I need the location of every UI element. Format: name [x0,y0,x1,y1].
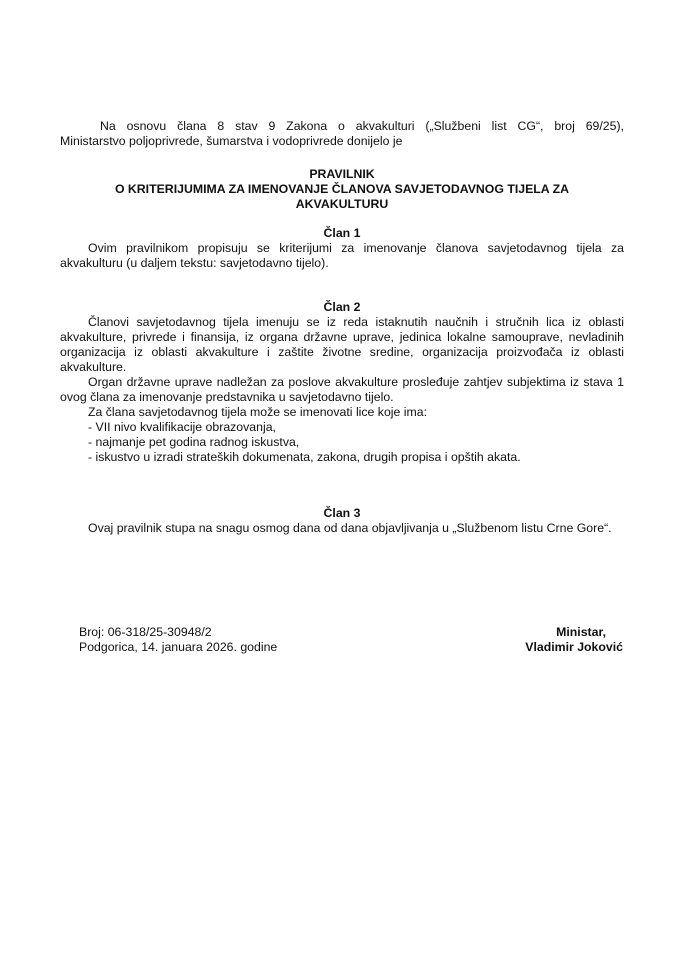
article-3-heading: Član 3 [323,506,361,520]
list-item: - najmanje pet godina radnog iskustva, [88,435,300,449]
title-line-2: O KRITERIJUMIMA ZA IMENOVANJE ČLANOVA SAVJETODAVNOG TIJELA ZA [114,182,570,196]
qualification-list [60,420,624,465]
article-3-paragraph-1: Ovaj pravilnik stupa na snagu osmog dana od dana objavljivanja u „Službenom listu Crne Gore“. [88,521,612,535]
document-number: Broj: 06-318/25-30948/2 [79,625,212,639]
list-item: - iskustvo u izradi strateških dokumenata, zakona, drugih propisa i opštih akata. [88,450,521,464]
title-line-1: PRAVILNIK [309,167,375,181]
place-and-date: Podgorica, 14. januara 2026. godine [79,640,278,654]
preamble [60,119,624,149]
title-line-3: AKVAKULTURU [295,197,389,211]
signatory-name: Vladimir Joković [525,640,623,654]
document-reference [79,625,379,655]
preamble-line-2: Ministarstvo poljoprivrede, šumarstva i vodoprivrede donijelo je [60,134,403,148]
preamble-line-1: Na osnovu člana 8 stav 9 Zakona o akvakulturi („Službeni list CG“, broj 69/25), [100,119,624,133]
article-1 [60,226,624,271]
list-item: - VII nivo kvalifikacije obrazovanja, [88,420,276,434]
signatory-title: Ministar, [556,625,606,639]
article-2-paragraph-3: Za člana savjetodavnog tijela može se imenovati lice koje ima: [88,405,428,419]
article-2 [60,300,624,465]
document-title [60,167,624,212]
article-2-paragraph-1: Članovi savjetodavnog tijela imenuju se iz reda istaknutih naučnih i stručnih lica iz oblasti akvakulture, privrede i finansija, iz organa državne uprave, jedinica lokalne samouprave, nevladinih organizacija iz oblasti akvakulture i zaštite životne sredine, organizacija proizvođača iz oblasti akvakulture. [60,315,624,374]
article-3 [60,506,624,536]
article-1-paragraph-1: Ovim pravilnikom propisuju se kriterijumi za imenovanje članova savjetodavnog tijela za akvakulturu (u daljem tekstu: savjetodavno tijelo). [60,241,624,270]
article-2-paragraph-2: Organ državne uprave nadležan za poslove akvakulture prosleđuje zahtjev subjektima iz stava 1 ovog člana za imenovanje predstavnika u savjetodavno tijelo. [60,375,624,404]
article-2-heading: Član 2 [323,300,361,314]
signature-block [423,625,623,655]
article-1-heading: Član 1 [323,226,361,240]
